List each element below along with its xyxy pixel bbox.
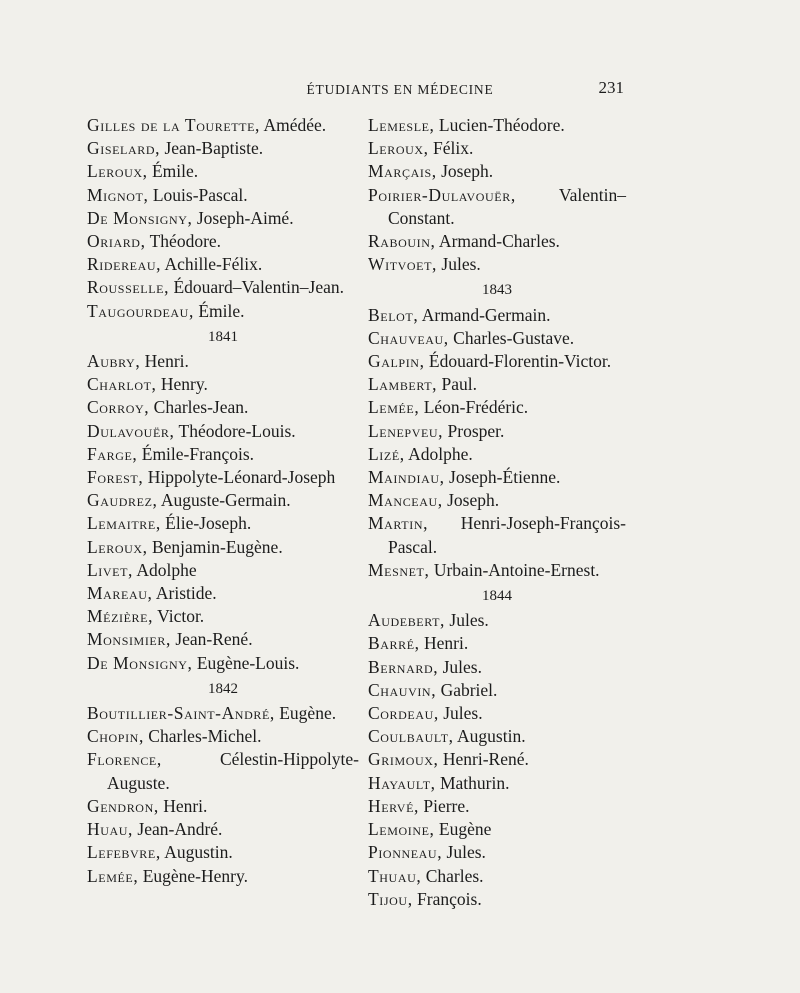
name-entry: [368, 632, 626, 655]
given-names: Jules.: [445, 610, 489, 631]
surname: Barré,: [368, 633, 420, 654]
surname: Corroy,: [87, 397, 150, 418]
name-entry: [368, 114, 626, 137]
name-entry: [368, 184, 626, 230]
surname: Manceau,: [368, 490, 443, 511]
given-names: Eugène-Henry.: [138, 865, 248, 886]
year-heading: 1843: [482, 282, 512, 299]
name-entry: [368, 373, 626, 396]
left-column: [87, 114, 359, 888]
name-entry: [87, 350, 359, 373]
given-names: Paul.: [437, 374, 478, 395]
name-entry: [87, 137, 359, 160]
year-heading: 1844: [482, 588, 512, 605]
name-entry: [87, 160, 359, 183]
given-names: Jean-André.: [133, 819, 223, 840]
name-entry: [87, 795, 359, 818]
given-names: Charles-Jean.: [149, 397, 249, 418]
given-names: Joseph.: [442, 490, 500, 511]
given-names: Valentin–Constant.: [388, 184, 626, 228]
given-names: Charles-Gustave.: [448, 327, 575, 348]
given-names: Eugène.: [274, 703, 337, 724]
given-names: Jules.: [442, 842, 486, 863]
surname: Taugourdeau,: [87, 300, 194, 321]
name-entry: [87, 300, 359, 323]
page-header: [0, 78, 800, 106]
given-names: Urbain-Antoine-Ernest.: [429, 559, 600, 580]
name-entry: [368, 489, 626, 512]
surname: Poirier-Dulavouër,: [368, 184, 516, 205]
running-title: ÉTUDIANTS EN MÉDECINE: [306, 82, 494, 97]
given-names: Benjamin-Eugène.: [147, 536, 283, 557]
name-entry: [368, 443, 626, 466]
name-entry: [87, 865, 359, 888]
surname: Forest,: [87, 467, 144, 488]
surname: Martin,: [368, 513, 429, 534]
surname: Grimoux,: [368, 749, 439, 770]
name-entry: [87, 536, 359, 559]
year-heading: 1842: [208, 680, 238, 697]
surname: Mareau,: [87, 583, 153, 604]
given-names: Achille-Félix.: [161, 254, 263, 275]
surname: De Monsigny,: [87, 652, 193, 673]
given-names: Victor.: [153, 606, 205, 627]
name-entry: [87, 818, 359, 841]
surname: Rabouin,: [368, 231, 436, 252]
surname: Maindiau,: [368, 467, 445, 488]
given-names: Léon-Frédéric.: [419, 397, 529, 418]
given-names: Émile.: [193, 300, 245, 321]
given-names: Augustin.: [453, 726, 526, 747]
surname: Lambert,: [368, 374, 438, 395]
name-entry: [87, 420, 359, 443]
given-names: Charles.: [421, 865, 484, 886]
name-entry: [87, 396, 359, 419]
name-entry: [368, 137, 626, 160]
given-names: Pierre.: [418, 795, 470, 816]
surname: Mesnet,: [368, 559, 430, 580]
given-names: Amédée.: [260, 115, 327, 135]
surname: Hervé,: [368, 795, 419, 816]
given-names: Armand-Germain.: [418, 304, 551, 325]
name-entry: [368, 230, 626, 253]
name-entry: [87, 628, 359, 651]
name-entry: [87, 114, 359, 137]
name-entry: [368, 795, 626, 818]
surname: Rousselle,: [87, 277, 170, 298]
given-names: Henri.: [140, 351, 189, 372]
surname: Pionneau,: [368, 842, 443, 863]
given-names: Henri.: [158, 795, 208, 816]
given-names: Adolphe.: [404, 443, 473, 464]
given-names: Eugène: [434, 819, 492, 840]
given-names: Jules.: [437, 254, 481, 275]
name-entry: [87, 748, 359, 794]
surname: Florence,: [87, 749, 162, 770]
surname: Galpin,: [368, 351, 425, 372]
name-entry: [368, 609, 626, 632]
given-names: Édouard–Valentin–Jean.: [169, 277, 345, 298]
name-entry: [368, 748, 626, 771]
name-entry: [87, 230, 359, 253]
name-entry: [87, 841, 359, 864]
name-entry: [87, 253, 359, 276]
name-entry: [87, 207, 359, 230]
given-names: Félix.: [428, 138, 474, 159]
name-entry: [368, 304, 626, 327]
given-names: Henri-René.: [438, 749, 529, 770]
given-names: Auguste-Germain.: [157, 490, 291, 511]
surname: De Monsigny,: [87, 207, 193, 228]
given-names: Henri.: [419, 633, 469, 654]
given-names: Célestin-Hippolyte-Auguste.: [107, 749, 359, 793]
given-names: Émile-François.: [137, 443, 255, 464]
name-entry: [368, 679, 626, 702]
given-names: Joseph-Étienne.: [444, 467, 561, 488]
surname: Leroux,: [87, 161, 148, 182]
year-heading: 1841: [208, 328, 238, 345]
surname: Chopin,: [87, 726, 144, 747]
given-names: Mathurin.: [435, 772, 510, 793]
given-names: Joseph-Aimé.: [192, 207, 294, 228]
name-entry: [87, 373, 359, 396]
given-names: Émile.: [147, 161, 199, 182]
given-names: Lucien-Théodore.: [434, 115, 565, 135]
surname: Audebert,: [368, 610, 446, 631]
name-entry: [87, 184, 359, 207]
surname: Tijou,: [368, 888, 413, 909]
given-names: Charles-Michel.: [143, 726, 262, 747]
given-names: Adolphe: [133, 559, 197, 580]
surname: Leroux,: [368, 138, 429, 159]
surname: Lizé,: [368, 443, 405, 464]
page-number: 231: [598, 78, 624, 97]
given-names: Édouard-Florentin-Victor.: [424, 351, 612, 372]
surname: Charlot,: [87, 374, 157, 395]
given-names: Théodore-Louis.: [174, 420, 296, 441]
given-names: Prosper.: [443, 420, 505, 441]
name-entry: [87, 652, 359, 675]
given-names: Aristide.: [152, 583, 217, 604]
given-names: Henri-Joseph-François-Pascal.: [388, 513, 626, 557]
given-names: Théodore.: [145, 231, 222, 252]
name-entry: [87, 489, 359, 512]
surname: Mézière,: [87, 606, 154, 627]
surname: Lemée,: [368, 397, 420, 418]
surname: Livet,: [87, 559, 133, 580]
name-entry: [87, 512, 359, 535]
surname: Huau,: [87, 819, 134, 840]
name-entry: [368, 888, 626, 911]
surname: Cordeau,: [368, 703, 439, 724]
name-entry: [368, 327, 626, 350]
surname: Leroux,: [87, 536, 148, 557]
name-entry: [368, 466, 626, 489]
surname: Gendron,: [87, 795, 159, 816]
surname: Boutillier-Saint-André,: [87, 703, 275, 724]
surname: Farge,: [87, 443, 138, 464]
surname: Marçais,: [368, 161, 437, 182]
surname: Bernard,: [368, 656, 439, 677]
given-names: François.: [412, 888, 482, 909]
surname: Ridereau,: [87, 254, 162, 275]
name-entry: [368, 841, 626, 864]
name-entry: [368, 656, 626, 679]
surname: Gilles de la Tourette,: [87, 115, 261, 135]
name-entry: [368, 702, 626, 725]
name-entry: [368, 420, 626, 443]
given-names: Jean-René.: [170, 629, 253, 650]
name-entry: [87, 605, 359, 628]
given-names: Henry.: [156, 374, 208, 395]
given-names: Élie-Joseph.: [160, 513, 252, 534]
name-entry: [368, 512, 626, 558]
surname: Belot,: [368, 304, 419, 325]
name-entry: [368, 559, 626, 582]
given-names: Augustin.: [160, 842, 233, 863]
given-names: Gabriel.: [436, 679, 498, 700]
surname: Gaudrez,: [87, 490, 158, 511]
name-entry: [368, 725, 626, 748]
name-entry: [87, 725, 359, 748]
name-entry: [368, 396, 626, 419]
surname: Giselard,: [87, 138, 161, 159]
given-names: Jean-Baptiste.: [160, 138, 264, 159]
name-entry: [87, 559, 359, 582]
surname: Hayault,: [368, 772, 436, 793]
name-entry: [368, 350, 626, 373]
given-names: Louis-Pascal.: [148, 184, 248, 205]
surname: Chauveau,: [368, 327, 449, 348]
name-entry: [368, 865, 626, 888]
given-names: Jules.: [438, 656, 482, 677]
surname: Coulbault,: [368, 726, 454, 747]
given-names: Eugène-Louis.: [192, 652, 300, 673]
given-names: Armand-Charles.: [435, 231, 560, 252]
surname: Chauvin,: [368, 679, 437, 700]
name-entry: [368, 253, 626, 276]
given-names: Jules.: [438, 703, 483, 724]
name-entry: [368, 160, 626, 183]
right-column: [368, 114, 626, 911]
surname: Oriard,: [87, 231, 146, 252]
name-entry: [87, 276, 359, 299]
surname: Lemoine,: [368, 819, 435, 840]
surname: Thuau,: [368, 865, 422, 886]
surname: Lenepveu,: [368, 420, 444, 441]
name-entry: [87, 443, 359, 466]
surname: Lemesle,: [368, 115, 435, 135]
surname: Monsimier,: [87, 629, 171, 650]
surname: Dulavouër,: [87, 420, 175, 441]
surname: Mignot,: [87, 184, 149, 205]
name-entry: [368, 818, 626, 841]
name-entry: [368, 772, 626, 795]
given-names: Joseph.: [436, 161, 494, 182]
name-entry: [87, 582, 359, 605]
name-entry: [87, 466, 359, 489]
surname: Lefebvre,: [87, 842, 161, 863]
surname: Aubry,: [87, 351, 141, 372]
name-entry: [87, 702, 359, 725]
surname: Lemaitre,: [87, 513, 161, 534]
surname: Lemée,: [87, 865, 139, 886]
given-names: Hippolyte-Léonard-Joseph: [143, 467, 336, 488]
surname: Witvoet,: [368, 254, 438, 275]
